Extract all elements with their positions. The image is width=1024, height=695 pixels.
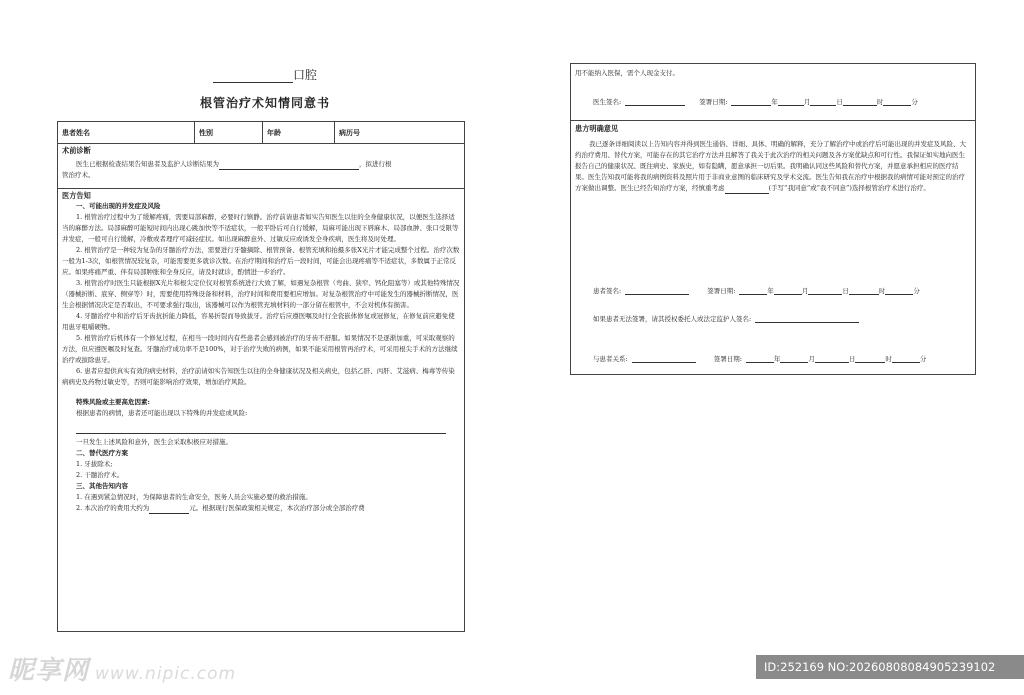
opinion-title: 患方明确意见 [575,124,619,133]
diagnosis-line1-post: ，拟进行根 [359,160,392,168]
month-unit: 月 [801,287,809,295]
risk-item-5: 5. 根管治疗后机体有一个修复过程，在相当一段时间内有些患者会感到被治疗的牙齿不舒服。如果情况不是逐渐加重，可采取观察的方法，但应遵医嘱及时复查。牙髓治疗成功率不是100%，对于治疗失败的病例，如果不能采用根管再治疗术，可采用根尖手术的方法继续治疗或拔除患牙。 [62,334,458,364]
other-subtitle: 三、其他告知内容 [76,482,128,490]
watermark-url: www.nipic.com [95,664,237,684]
hospital-name-blank [213,70,293,83]
proxy-sign-blank[interactable] [755,314,859,323]
alternative-item-2: 2. 干髓治疗术。 [76,471,124,479]
relation-row [593,354,926,363]
day-unit: 日 [842,287,849,295]
relation-day-blank[interactable] [815,354,849,363]
notice-body [58,201,464,514]
diagnosis-line2: 管治疗术。 [62,171,95,179]
patient-sign-blank[interactable] [625,286,689,295]
day-unit: 日 [836,98,843,106]
risk-item-2: 2. 根管治疗是一种较为复杂的牙髓治疗方法，需要进行牙髓摘除、根管预备、根管充填和拍摄多张X光片才能完成整个过程。治疗次数一般为1-3次，如根管情况较复杂，可能需要更多就诊次数。在治疗期间和治疗后一段时间，可能会出现疼痛等不适症状，多数属于正常反应。如果疼痛严重、伴有局部肿胀和全身反应，请及时就诊，酌情进一步治疗。 [62,246,460,276]
gender-label: 性别 [194,122,262,143]
patient-sign-row [593,286,920,295]
risk-item-3: 3. 根管治疗时医生只能根据X光片和根尖定位仪对根管系统进行大致了解，如遇复杂根管（弯曲、狭窄、钙化阻塞等）或其他特殊情况（器械折断、底穿、侧穿等）时，需要使用特殊设备和材料，治疗时间和费用要相应增加。对复杂根管治疗中可能发生的器械折断情况，医生会根据情况决定是否取出，不可要求强行取出，该器械可以作为根管充填材料的一部分留在根管中，不会对机体有损害。 [62,279,460,309]
relation-label: 与患者关系: [593,355,628,363]
relation-blank[interactable] [632,354,696,363]
minute-unit: 分 [913,287,920,295]
patient-year-blank[interactable] [739,286,767,295]
patient-info-row [58,122,464,144]
hour-unit: 时 [878,287,886,295]
proxy-sign-label: 如果患者无法签署，请其授权委托人或法定监护人签名: [593,315,752,323]
notice-section [58,188,464,631]
patient-hour-blank[interactable] [849,286,879,295]
doctor-month-blank[interactable] [778,97,804,106]
diagnosis-section [58,143,464,189]
diagnosis-blank[interactable] [219,161,359,170]
other-item-2-post: 元。根据现行医保政策相关规定，本次治疗部分或全部治疗费 [189,504,365,512]
patient-day-blank[interactable] [808,286,842,295]
year-unit: 年 [773,355,781,363]
alternative-item-1: 1. 牙拔除术; [76,460,113,468]
relation-minute-blank[interactable] [892,354,920,363]
opinion-text-pre: 我已逐条详细阅读以上告知内容并得到医生通俗、详细、具体、明确的解释，充分了解治疗中或治疗后可能出现的并发症及风险、大约治疗费用、替代方案，可能存在的其它治疗方法并且解答了我关于此次治疗的相关问题及各方案优缺点和可行性。我保证如实地向医生报告自己的健康状况、既往病史、家族史，如有隐瞒，愿意承担一切后果。我明确认同这些风险和替代方案，并愿意承担相应的医疗结果。医生告知我可能将我的病例资料及照片用于非商业意图的临床研究及学术交流。医生告知我在治疗中根据我的病情可能对预定的治疗方案做出调整。医生已经告知治疗方案，经慎重考虑 [575,140,966,192]
other-item-2-pre: 2. 本次治疗的费用大约为 [76,504,150,512]
risk-item-4: 4. 牙髓治疗中和治疗后牙齿抗折能力降低，容易折裂而导致拔牙。治疗后应遵医嘱及时行全瓷嵌体修复或冠修复，在修复前应避免使用患牙咀嚼硬物。 [62,312,455,331]
hour-unit: 时 [876,98,884,106]
record-no-label: 病历号 [334,122,464,143]
doctor-minute-blank[interactable] [883,97,911,106]
notice-title: 医方告知 [62,191,91,200]
other-item-1: 1. 在遇到紧急情况时，为保障患者的生命安全，医务人员会实施必要的救治措施。 [76,493,312,501]
day-unit: 日 [848,355,856,363]
risk-item-1: 1. 根管治疗过程中为了缓解疼痛，需要局部麻醉，必要时行镇静。治疗前请患者如实告知医生以往的全身健康状况，以便医生选择适当的麻醉方法。局部麻醉可能短时间内出现心跳加快等不适症状，一般平卧后可自行缓解，局麻可能出现下唇麻木、局部血肿、张口受限等并发症，一般可自行缓解，冷敷或者理疗可减轻症状。如出现麻醉意外、过敏反应或诱发全身疾病，医生将及时处理。 [62,213,459,243]
opinion-handwrite-blank[interactable] [725,185,769,194]
consent-form-right [570,63,976,375]
patient-sign-label: 患者签名: [593,287,622,295]
doctor-sign-blank[interactable] [625,97,685,106]
month-unit: 月 [803,98,811,106]
hour-unit: 时 [885,355,892,363]
minute-unit: 分 [919,355,927,363]
doctor-hour-blank[interactable] [843,97,877,106]
doctor-day-blank[interactable] [810,97,836,106]
proxy-sign-row [593,314,859,323]
year-unit: 年 [767,287,774,295]
risk-item-6: 6. 患者应提供真实有效的病史材料，治疗前请如实告知医生以往的全身健康状况及相关病史，包括乙肝、丙肝、艾滋病、梅毒等传染病病史及药物过敏史等，否则可能影响治疗效果，增加治疗风险。 [62,367,455,386]
opinion-divider [571,120,975,121]
alternative-subtitle: 二、替代医疗方案 [76,449,128,457]
relation-date-label: 签署日期: [713,355,742,363]
diagnosis-title: 术前诊断 [62,146,91,155]
patient-date-label: 签署日期: [707,287,736,295]
diagnosis-text [58,159,464,181]
relation-hour-blank[interactable] [855,354,885,363]
cost-blank[interactable] [149,505,189,514]
relation-year-blank[interactable] [746,354,774,363]
measure-text: 一旦发生上述风险和意外，医生会采取积极应对措施。 [76,438,232,446]
diagnosis-line1: 医生已根据检查结果告知患者及监护人诊断结果为 [76,160,219,168]
site-watermark [8,650,236,687]
relation-month-blank[interactable] [780,354,808,363]
special-risk-title: 特殊风险或主要高危因素: [76,398,150,406]
minute-unit: 分 [911,98,918,106]
hospital-title [205,66,325,83]
opinion-text [575,139,971,194]
consent-form-left [57,121,465,632]
patient-name-label: 患者姓名 [62,128,90,137]
doctor-sign-row [593,97,918,106]
year-unit: 年 [771,98,778,106]
doctor-sign-label: 医生签名: [593,98,622,106]
month-unit: 月 [808,355,815,363]
cost-continued: 用不能纳入医保，需个人现金支付。 [575,69,679,77]
image-id-bar: ID:252169 NO:20260808084905239102 [756,655,1024,679]
patient-month-blank[interactable] [774,286,802,295]
age-label: 年龄 [262,122,334,143]
patient-minute-blank[interactable] [885,286,913,295]
watermark-brand: 昵享网 [8,656,90,686]
document-title: 根管治疗术知情同意书 [199,96,330,110]
doctor-year-blank[interactable] [731,97,771,106]
title-suffix: 口腔 [292,68,317,82]
risk-subtitle: 一、可能出现的并发症及风险 [76,202,161,210]
doctor-date-label: 签署日期: [699,98,728,106]
special-risk-text: 根据患者的病情，患者还可能出现以下特殊的并发症或风险: [76,409,248,417]
opinion-text-post: (手写“我同意”或“我不同意”)选择根管治疗术进行治疗。 [768,184,930,192]
